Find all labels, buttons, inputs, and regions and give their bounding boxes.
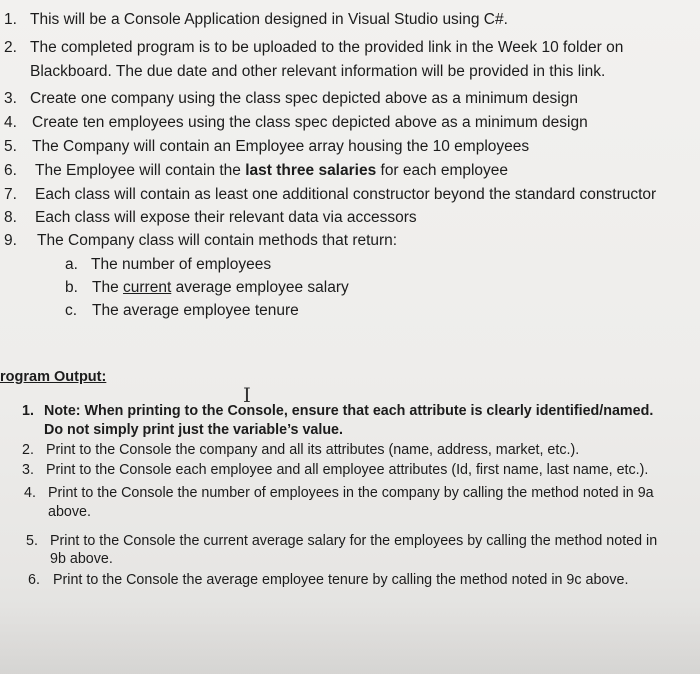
list-item: [4, 38, 623, 58]
item-text-underlined: current: [123, 279, 172, 296]
item-text: The average employee tenure: [92, 302, 299, 319]
sub-list-item: [65, 255, 271, 275]
list-item-continuation: [48, 503, 91, 522]
item-number: 3.: [22, 462, 34, 478]
list-item-continuation: [50, 550, 113, 569]
list-item: [4, 89, 578, 109]
list-item: [28, 571, 628, 590]
item-text: 9b above.: [50, 551, 113, 567]
item-text: Blackboard. The due date and other relevant information will be provided in this link.: [30, 63, 606, 80]
item-letter: b.: [65, 279, 78, 296]
item-number: 2.: [22, 442, 34, 458]
item-number: 1.: [22, 403, 34, 419]
item-text: Create one company using the class spec depicted above as a minimum design: [30, 90, 578, 107]
list-item: [4, 113, 588, 133]
list-item: [24, 484, 654, 503]
item-number: 6.: [28, 572, 40, 588]
item-text: Do not simply print just the variable’s value.: [44, 422, 343, 438]
list-item: [22, 441, 579, 460]
list-item: [26, 532, 657, 551]
item-number: 6.: [4, 162, 17, 179]
list-item: [4, 208, 417, 228]
item-text: The number of employees: [91, 256, 272, 273]
item-letter: a.: [65, 256, 78, 273]
list-item-continuation: [30, 62, 605, 82]
item-text: Note: When printing to the Console, ensure that each attribute is clearly identified/named.: [44, 403, 654, 419]
item-text: The: [92, 279, 124, 296]
item-text: for each employee: [376, 162, 509, 179]
item-text: This will be a Console Application designed in Visual Studio using C#.: [30, 11, 508, 28]
item-text: Each class will contain as least one additional constructor beyond the standard constructor: [35, 186, 657, 203]
item-text: Print to the Console each employee and all employee attributes (Id, first name, last name, etc.).: [46, 462, 649, 478]
item-text: Print to the Console the number of employees in the company by calling the method noted in 9a: [48, 485, 654, 501]
item-text: Create ten employees using the class spec depicted above as a minimum design: [32, 114, 588, 131]
item-number: 3.: [4, 90, 17, 107]
item-text: Print to the Console the average employee tenure by calling the method noted in 9c above.: [53, 572, 629, 588]
item-number: 7.: [4, 186, 17, 203]
item-number: 5.: [26, 533, 38, 549]
item-text: Print to the Console the company and all its attributes (name, address, market, etc.).: [46, 442, 580, 458]
item-text: above.: [48, 504, 91, 520]
item-number: 4.: [4, 114, 17, 131]
sub-list-item: [65, 301, 299, 321]
item-text: Print to the Console the current average salary for the employees by calling the method noted in: [50, 533, 658, 549]
item-text: average employee salary: [171, 279, 349, 296]
item-number: 4.: [24, 485, 36, 501]
list-item: [4, 10, 508, 30]
item-number: 8.: [4, 209, 17, 226]
item-text-bold: last three salaries: [245, 162, 377, 179]
list-item: [22, 402, 653, 421]
paper-shadow: [0, 604, 700, 674]
list-item: [4, 137, 529, 157]
item-text: The Employee will contain the: [35, 162, 246, 179]
item-text: Each class will expose their relevant data via accessors: [35, 209, 417, 226]
sub-list-item: [65, 278, 349, 298]
item-number: 5.: [4, 138, 17, 155]
item-number: 9.: [4, 232, 17, 249]
list-item-continuation: [44, 421, 343, 440]
item-text: The completed program is to be uploaded to the provided link in the Week 10 folder on: [30, 39, 624, 56]
list-item: [4, 231, 397, 251]
list-item: [4, 161, 508, 181]
item-text: The Company will contain an Employee array housing the 10 employees: [32, 138, 530, 155]
item-number: 2.: [4, 39, 17, 56]
item-number: 1.: [4, 11, 17, 28]
text-cursor-icon: I: [243, 383, 251, 407]
item-letter: c.: [65, 302, 78, 319]
list-item: [4, 185, 656, 205]
program-output-heading: rogram Output:: [0, 369, 107, 385]
item-text: The Company class will contain methods that return:: [37, 232, 398, 249]
list-item: [22, 461, 648, 480]
